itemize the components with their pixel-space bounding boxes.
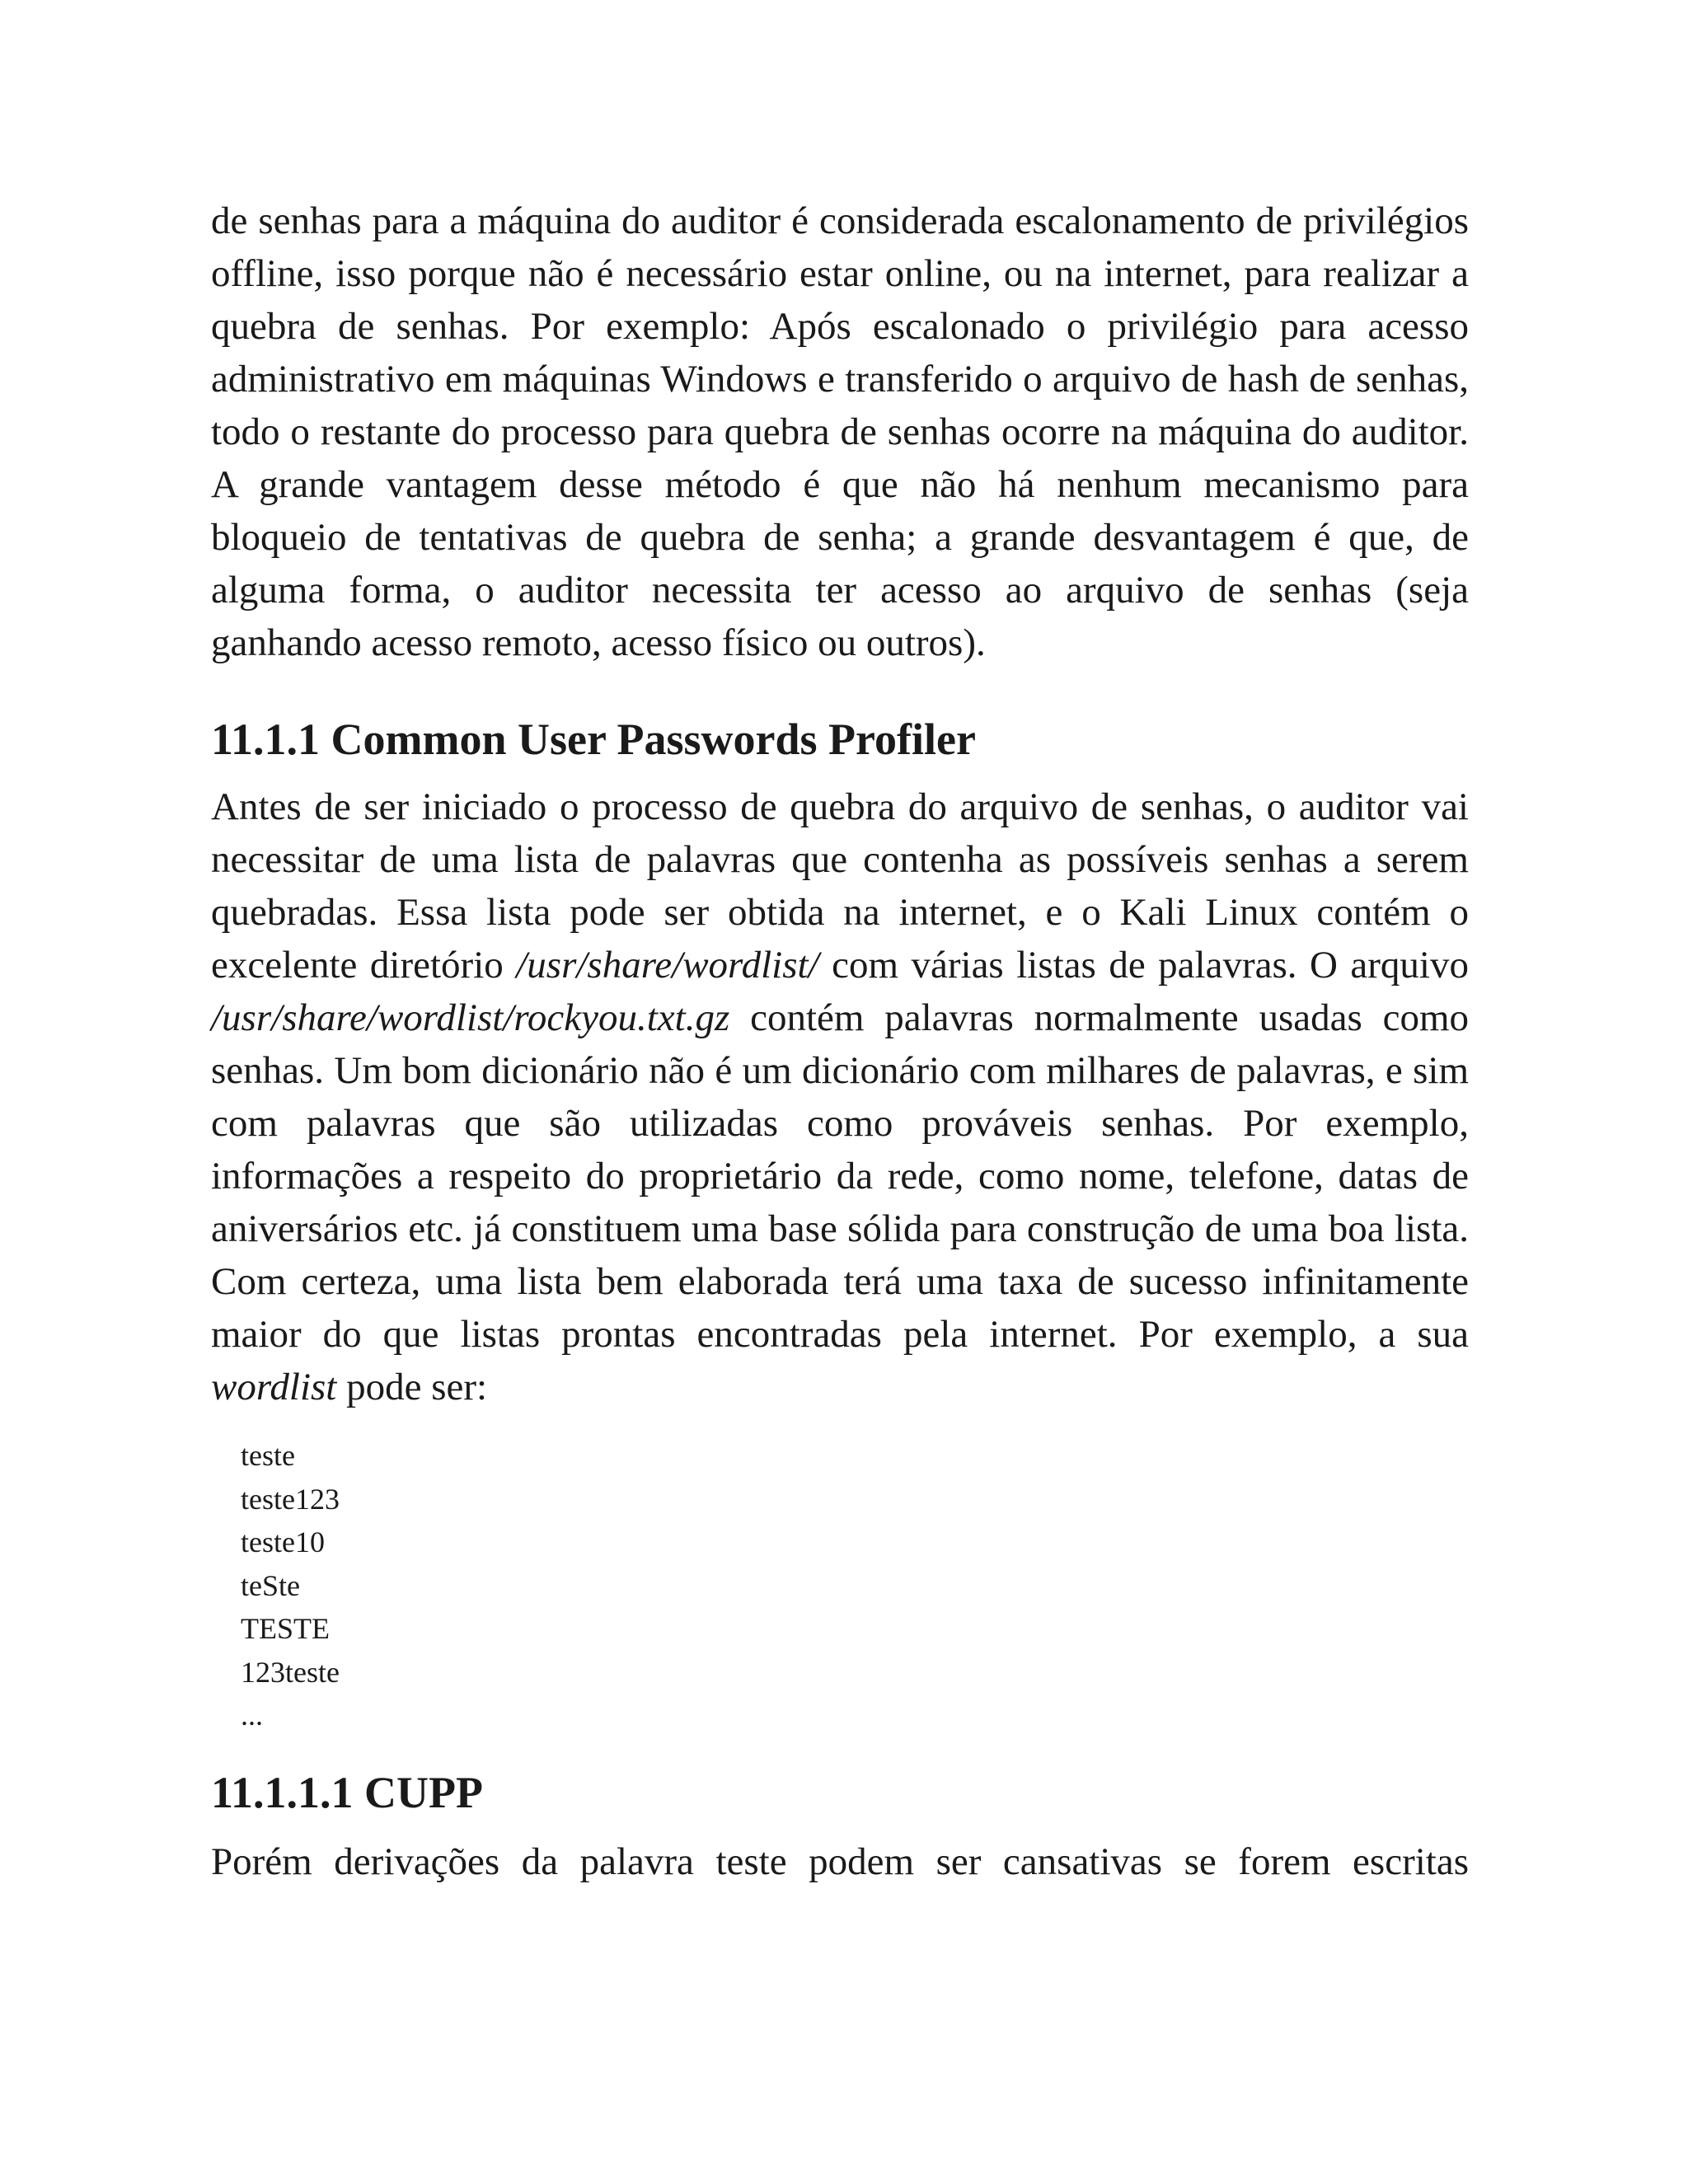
wordlist-term: wordlist: [211, 1366, 337, 1408]
paragraph-text: contém palavras normalmente usadas como senhas. Um bom dicionário não é um dicionário com milhares de palavras, e sim com palavras que são utilizadas como prováveis senhas. Por exemplo, informações a respeito do proprietário da rede, como nome, telefone, datas de aniversários etc. já constituem uma base sólida para construção de uma boa lista. Com certeza, uma lista bem elaborada terá uma taxa de sucesso infinitamente maior do que listas prontas encontradas pela internet. Por exemplo, a sua: [211, 996, 1469, 1356]
document-page: [211, 194, 1469, 1888]
list-item: teste123: [241, 1482, 340, 1516]
paragraph-text: pode ser:: [336, 1366, 488, 1408]
paragraph-text: com várias listas de palavras. O arquivo: [818, 944, 1469, 987]
list-item: ...: [241, 1699, 263, 1732]
wordlist-example: [241, 1434, 1469, 1737]
list-item: teSte: [241, 1568, 300, 1602]
wordlist-dir-path: /usr/share/wordlist/: [516, 944, 819, 987]
section-heading-cupp: 11.1.1.1 CUPP: [211, 1767, 483, 1817]
list-item: TESTE: [241, 1612, 330, 1645]
cupp-paragraph: Porém derivações da palavra teste podem ser cansativas se forem escritas: [211, 1840, 1469, 1883]
intro-paragraph: de senhas para a máquina do auditor é considerada escalonamento de privilégios offline, isso porque não é necessário estar online, ou na internet, para realizar a quebra de senhas. Por exemplo: Após escalonado o privilégio para acesso administrativo em máquinas Windows e transferido o arquivo de hash de senhas, todo o restante do processo para quebra de senhas ocorre na máquina do auditor. A grande vantagem desse método é que não há nenhum mecanismo para bloqueio de tentativas de quebra de senha; a grande desvantagem é que, de alguma forma, o auditor necessita ter acesso ao arquivo de senhas (seja ganhando acesso remoto, acesso físico ou outros).: [211, 199, 1469, 664]
section-paragraph: [211, 780, 1469, 1413]
paragraph-text: Antes de ser iniciado o processo de quebra do arquivo de senhas, o auditor vai necessitar de uma lista de palavras que contenha as possíveis senhas a serem quebradas. Essa lista pode ser obtida na internet, e o Kali Linux contém o excelente diretório: [211, 785, 1469, 987]
list-item: teste: [241, 1439, 295, 1472]
list-item: teste10: [241, 1526, 325, 1558]
section-heading-cupp-profiler: 11.1.1 Common User Passwords Profiler: [211, 715, 976, 764]
list-item: 123teste: [241, 1655, 340, 1689]
rockyou-file-path: /usr/share/wordlist/rockyou.txt.gz: [211, 996, 730, 1039]
